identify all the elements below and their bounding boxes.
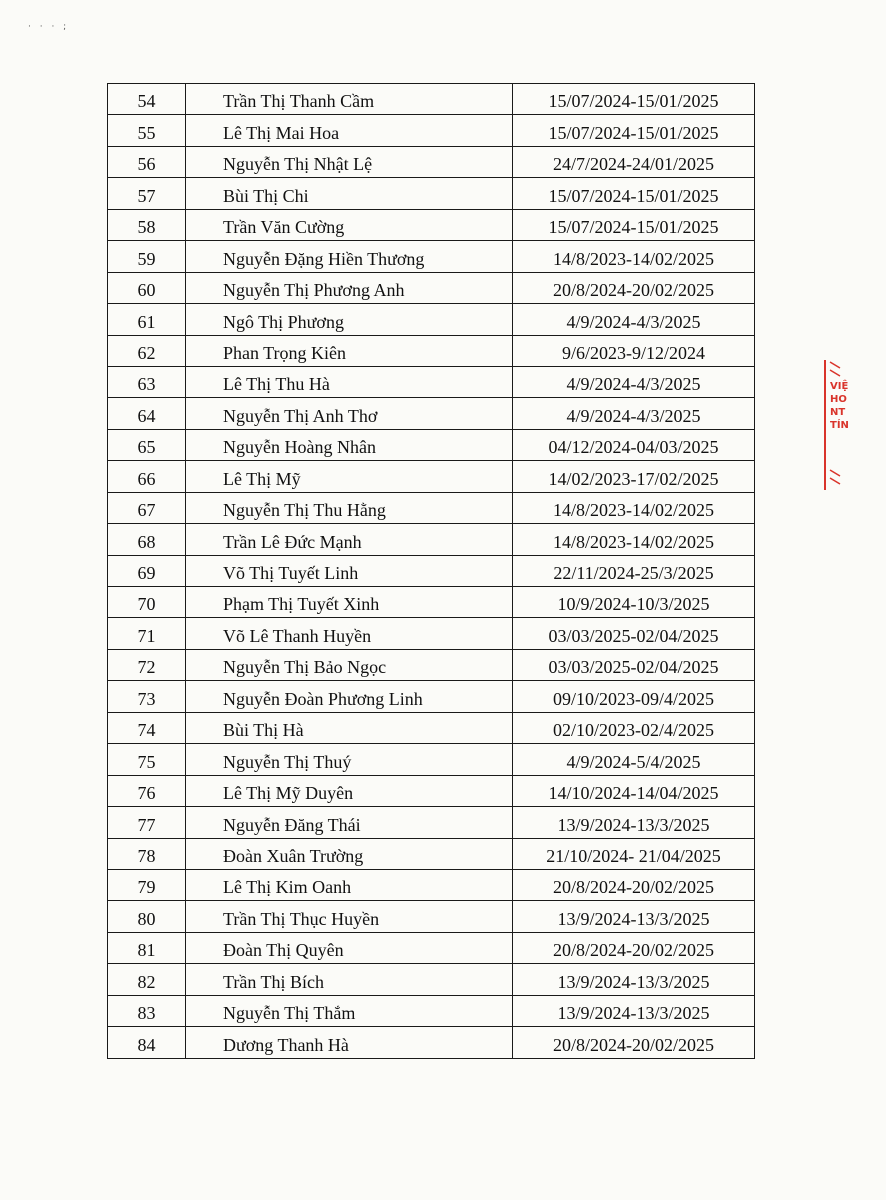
person-name: Nguyễn Thị Nhật Lệ — [186, 146, 513, 177]
person-name: Trần Thị Bích — [186, 964, 513, 995]
person-name: Trần Thị Thục Huyền — [186, 901, 513, 932]
person-name: Võ Thị Tuyết Linh — [186, 555, 513, 586]
row-number: 71 — [108, 618, 186, 649]
person-name: Ngô Thị Phương — [186, 304, 513, 335]
person-name: Nguyễn Hoàng Nhân — [186, 429, 513, 460]
person-name: Lê Thị Mỹ — [186, 461, 513, 492]
row-number: 73 — [108, 681, 186, 712]
row-number: 72 — [108, 649, 186, 680]
staff-table-body — [108, 84, 755, 1059]
row-number: 58 — [108, 209, 186, 240]
person-name: Nguyễn Thị Bảo Ngọc — [186, 649, 513, 680]
row-number: 59 — [108, 241, 186, 272]
date-range: 20/8/2024-20/02/2025 — [513, 1027, 755, 1058]
staff-table — [107, 83, 755, 1059]
date-range: 14/02/2023-17/02/2025 — [513, 461, 755, 492]
date-range: 13/9/2024-13/3/2025 — [513, 964, 755, 995]
table-row — [108, 241, 755, 272]
row-number: 74 — [108, 712, 186, 743]
table-row — [108, 932, 755, 963]
row-number: 67 — [108, 492, 186, 523]
date-range: 03/03/2025-02/04/2025 — [513, 649, 755, 680]
date-range: 14/10/2024-14/04/2025 — [513, 775, 755, 806]
person-name: Nguyễn Đoàn Phương Linh — [186, 681, 513, 712]
date-range: 15/07/2024-15/01/2025 — [513, 178, 755, 209]
row-number: 79 — [108, 869, 186, 900]
row-number: 66 — [108, 461, 186, 492]
date-range: 15/07/2024-15/01/2025 — [513, 115, 755, 146]
red-stamp — [820, 360, 849, 490]
row-number: 69 — [108, 555, 186, 586]
date-range: 4/9/2024-4/3/2025 — [513, 398, 755, 429]
table-row — [108, 775, 755, 806]
table-row — [108, 304, 755, 335]
table-row — [108, 901, 755, 932]
date-range: 15/07/2024-15/01/2025 — [513, 84, 755, 115]
person-name: Phan Trọng Kiên — [186, 335, 513, 366]
date-range: 21/10/2024- 21/04/2025 — [513, 838, 755, 869]
date-range: 14/8/2023-14/02/2025 — [513, 524, 755, 555]
person-name: Nguyễn Đăng Thái — [186, 807, 513, 838]
table-row — [108, 84, 755, 115]
row-number: 76 — [108, 775, 186, 806]
date-range: 14/8/2023-14/02/2025 — [513, 492, 755, 523]
row-number: 60 — [108, 272, 186, 303]
date-range: 13/9/2024-13/3/2025 — [513, 901, 755, 932]
row-number: 61 — [108, 304, 186, 335]
table-row — [108, 555, 755, 586]
person-name: Võ Lê Thanh Huyền — [186, 618, 513, 649]
date-range: 9/6/2023-9/12/2024 — [513, 335, 755, 366]
table-row — [108, 869, 755, 900]
table-row — [108, 712, 755, 743]
date-range: 10/9/2024-10/3/2025 — [513, 587, 755, 618]
table-row — [108, 429, 755, 460]
table-row — [108, 838, 755, 869]
row-number: 55 — [108, 115, 186, 146]
date-range: 09/10/2023-09/4/2025 — [513, 681, 755, 712]
row-number: 62 — [108, 335, 186, 366]
date-range: 04/12/2024-04/03/2025 — [513, 429, 755, 460]
table-row — [108, 115, 755, 146]
table-row — [108, 492, 755, 523]
table-row — [108, 681, 755, 712]
person-name: Phạm Thị Tuyết Xinh — [186, 587, 513, 618]
row-number: 83 — [108, 995, 186, 1026]
table-row — [108, 178, 755, 209]
table-row — [108, 272, 755, 303]
row-number: 56 — [108, 146, 186, 177]
person-name: Đoàn Thị Quyên — [186, 932, 513, 963]
date-range: 13/9/2024-13/3/2025 — [513, 807, 755, 838]
table-row — [108, 524, 755, 555]
person-name: Trần Thị Thanh Cầm — [186, 84, 513, 115]
date-range: 20/8/2024-20/02/2025 — [513, 272, 755, 303]
table-row — [108, 807, 755, 838]
person-name: Trần Lê Đức Mạnh — [186, 524, 513, 555]
row-number: 80 — [108, 901, 186, 932]
table-row — [108, 618, 755, 649]
person-name: Trần Văn Cường — [186, 209, 513, 240]
date-range: 24/7/2024-24/01/2025 — [513, 146, 755, 177]
row-number: 84 — [108, 1027, 186, 1058]
person-name: Nguyễn Thị Anh Thơ — [186, 398, 513, 429]
table-row — [108, 366, 755, 397]
row-number: 78 — [108, 838, 186, 869]
row-number: 81 — [108, 932, 186, 963]
person-name: Lê Thị Kim Oanh — [186, 869, 513, 900]
table-row — [108, 744, 755, 775]
table-row — [108, 335, 755, 366]
row-number: 77 — [108, 807, 186, 838]
table-row — [108, 995, 755, 1026]
date-range: 20/8/2024-20/02/2025 — [513, 932, 755, 963]
person-name: Nguyễn Thị Thuý — [186, 744, 513, 775]
person-name: Nguyễn Thị Phương Anh — [186, 272, 513, 303]
row-number: 54 — [108, 84, 186, 115]
date-range: 15/07/2024-15/01/2025 — [513, 209, 755, 240]
person-name: Lê Thị Mai Hoa — [186, 115, 513, 146]
table-row — [108, 146, 755, 177]
person-name: Đoàn Xuân Trường — [186, 838, 513, 869]
row-number: 65 — [108, 429, 186, 460]
row-number: 63 — [108, 366, 186, 397]
row-number: 64 — [108, 398, 186, 429]
table-row — [108, 209, 755, 240]
row-number: 75 — [108, 744, 186, 775]
table-row — [108, 398, 755, 429]
person-name: Lê Thị Thu Hà — [186, 366, 513, 397]
date-range: 4/9/2024-4/3/2025 — [513, 304, 755, 335]
margin-marks: · · · ; — [28, 22, 70, 32]
date-range: 4/9/2024-4/3/2025 — [513, 366, 755, 397]
date-range: 4/9/2024-5/4/2025 — [513, 744, 755, 775]
row-number: 70 — [108, 587, 186, 618]
row-number: 57 — [108, 178, 186, 209]
stamp-text: VIỆ HO NT TÍN — [830, 381, 849, 431]
date-range: 13/9/2024-13/3/2025 — [513, 995, 755, 1026]
person-name: Nguyễn Đặng Hiền Thương — [186, 241, 513, 272]
date-range: 22/11/2024-25/3/2025 — [513, 555, 755, 586]
date-range: 03/03/2025-02/04/2025 — [513, 618, 755, 649]
table-row — [108, 964, 755, 995]
date-range: 02/10/2023-02/4/2025 — [513, 712, 755, 743]
table-row — [108, 587, 755, 618]
row-number: 82 — [108, 964, 186, 995]
person-name: Lê Thị Mỹ Duyên — [186, 775, 513, 806]
table-row — [108, 461, 755, 492]
row-number: 68 — [108, 524, 186, 555]
table-row — [108, 1027, 755, 1058]
table-row — [108, 649, 755, 680]
person-name: Nguyễn Thị Thắm — [186, 995, 513, 1026]
person-name: Bùi Thị Chi — [186, 178, 513, 209]
person-name: Nguyễn Thị Thu Hằng — [186, 492, 513, 523]
date-range: 14/8/2023-14/02/2025 — [513, 241, 755, 272]
person-name: Bùi Thị Hà — [186, 712, 513, 743]
person-name: Dương Thanh Hà — [186, 1027, 513, 1058]
date-range: 20/8/2024-20/02/2025 — [513, 869, 755, 900]
